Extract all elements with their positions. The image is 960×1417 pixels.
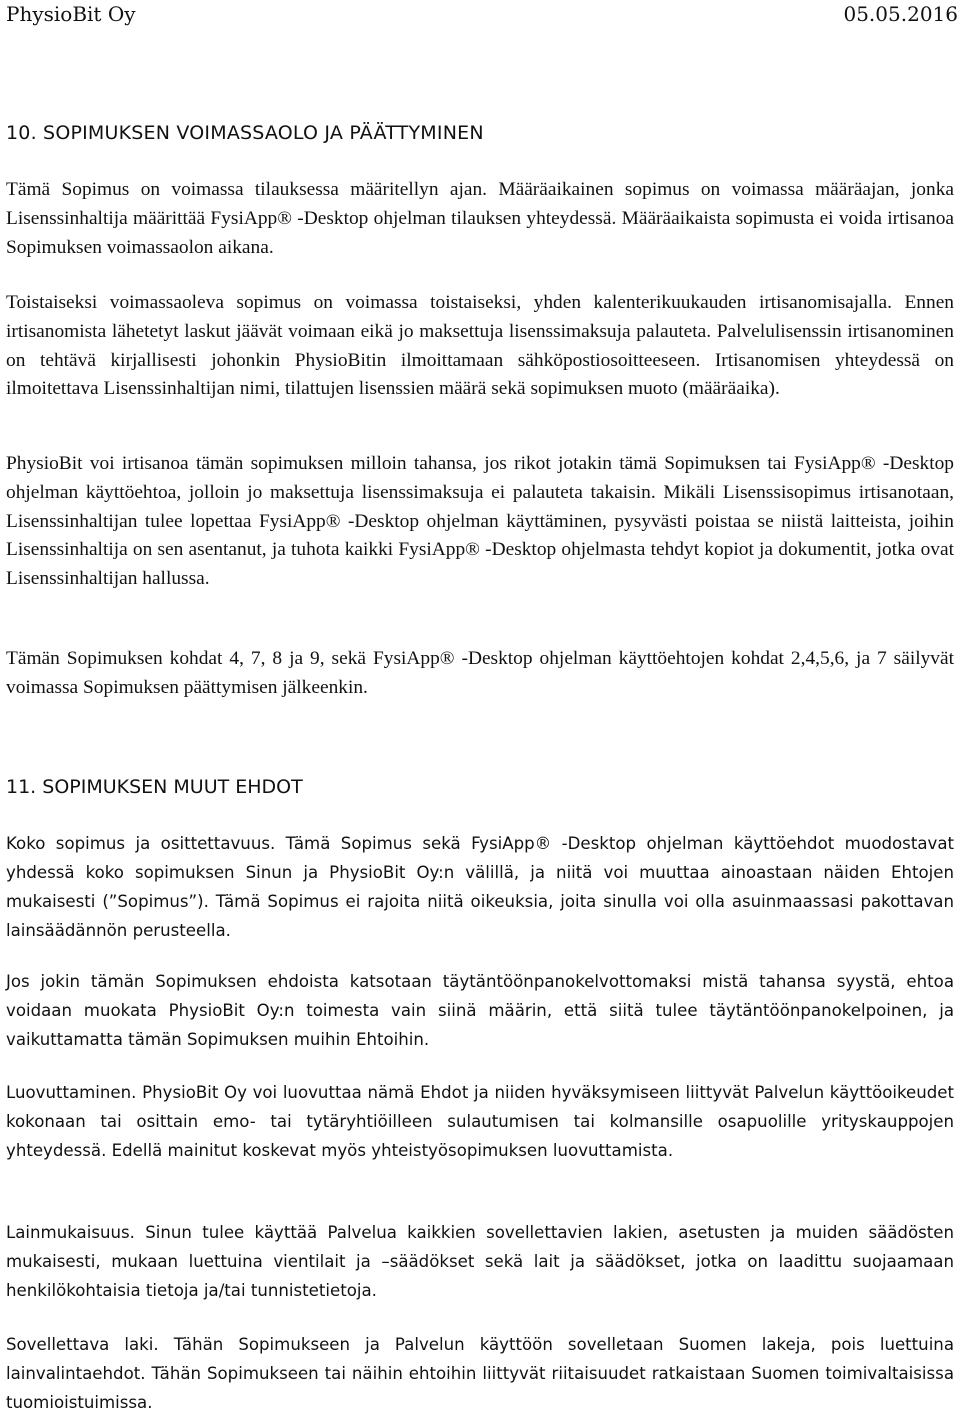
- section-10-paragraph: Toistaiseksi voimassaoleva sopimus on voimassa toistaiseksi, yhden kalenterikuukauden irtisanomisajalla. Ennen irtisanomista lähetetyt laskut jäävät voimaan eikä jo maksettuja lisenssimaksuja palauteta. Palvelulisenssin irtisanominen on tehtävä kirjallisesti johonkin PhysioBitin ilmoittamaan sähköpostiosoitteeseen. Irtisanomisen yhteydessä on ilmoitettava Lisenssinhaltijan nimi, tilattujen lisenssien määrä sekä sopimuksen muoto (määräaika).: [6, 292, 954, 400]
- section-10-heading: 10. SOPIMUKSEN VOIMASSAOLO JA PÄÄTTYMINEN: [6, 122, 484, 144]
- section-10-paragraph: Tämä Sopimus on voimassa tilauksessa määritellyn ajan. Määräaikainen sopimus on voimassa määräajan, jonka Lisenssinhaltija määrittää FysiApp® -Desktop ohjelman tilauksen yhteydessä. Määräaikaista sopimusta ei voida irtisanoa Sopimuksen voimassaolon aikana.: [6, 179, 954, 258]
- document-date: 05.05.2016: [843, 2, 958, 26]
- section-10-paragraph: Tämän Sopimuksen kohdat 4, 7, 8 ja 9, sekä FysiApp® -Desktop ohjelman käyttöehtojen kohdat 2,4,5,6, ja 7 säilyvät voimassa Sopimuksen päättymisen jälkeenkin.: [6, 648, 954, 698]
- section-10-paragraph: PhysioBit voi irtisanoa tämän sopimuksen milloin tahansa, jos rikot jotakin tämä Sopimuksen tai FysiApp® -Desktop ohjelman käyttöehtoa, jolloin jo maksettuja lisenssimaksuja ei palauteta takaisin. Mikäli Lisenssisopimus irtisanotaan, Lisenssinhaltijan tulee lopettaa FysiApp® -Desktop ohjelman käyttäminen, pysyvästi poistaa se niistä laitteista, joihin Lisenssinhaltija on sen asentanut, ja tuhota kaikki FysiApp® -Desktop ohjelmasta tehdyt kopiot ja dokumentit, jotka ovat Lisenssinhaltijan hallussa.: [6, 453, 954, 590]
- section-11-heading: 11. SOPIMUKSEN MUUT EHDOT: [6, 776, 303, 798]
- section-11-paragraph: Jos jokin tämän Sopimuksen ehdoista katsotaan täytäntöönpanokelvottomaksi mistä tahansa syystä, ehtoa voidaan muokata PhysioBit Oy:n toimesta vain siinä määrin, että siitä tulee täytäntöönpanokelpoinen, ja vaikuttamatta tämän Sopimuksen muihin Ehtoihin.: [6, 972, 954, 1049]
- section-11-paragraph: Koko sopimus ja osittettavuus. Tämä Sopimus sekä FysiApp® -Desktop ohjelman käyttöehdot muodostavat yhdessä koko sopimuksen Sinun ja PhysioBit Oy:n välillä, ja niitä voi muuttaa ainoastaan näiden Ehtojen mukaisesti (”Sopimus”). Tämä Sopimus ei rajoita niitä oikeuksia, joita sinulla voi olla asuinmaassasi pakottavan lainsäädännön perusteella.: [6, 834, 954, 940]
- page-header: [6, 2, 958, 32]
- section-11-paragraph: Luovuttaminen. PhysioBit Oy voi luovuttaa nämä Ehdot ja niiden hyväksymiseen liittyvät Palvelun käyttöoikeudet kokonaan tai osittain emo- tai tytäryhtiöilleen sulautumisen tai kolmansille osapuolille yrityskauppojen yhteydessä. Edellä mainitut koskevat myös yhteistyösopimuksen luovuttamista.: [6, 1083, 954, 1160]
- company-name: PhysioBit Oy: [6, 2, 136, 26]
- section-11-paragraph: Lainmukaisuus. Sinun tulee käyttää Palvelua kaikkien sovellettavien lakien, asetusten ja muiden säädösten mukaisesti, mukaan luettuina vientilait ja –säädökset sekä lait ja säädökset, jotka on laadittu suojaamaan henkilökohtaisia tietoja ja/tai tunnistetietoja.: [6, 1223, 954, 1300]
- section-11-paragraph: Sovellettava laki. Tähän Sopimukseen ja Palvelun käyttöön sovelletaan Suomen lakeja, pois luettuina lainvalintaehdot. Tähän Sopimukseen tai näihin ehtoihin liittyvät riitaisuudet ratkaistaan Suomen toimivaltaisissa tuomioistuimissa.: [6, 1335, 954, 1412]
